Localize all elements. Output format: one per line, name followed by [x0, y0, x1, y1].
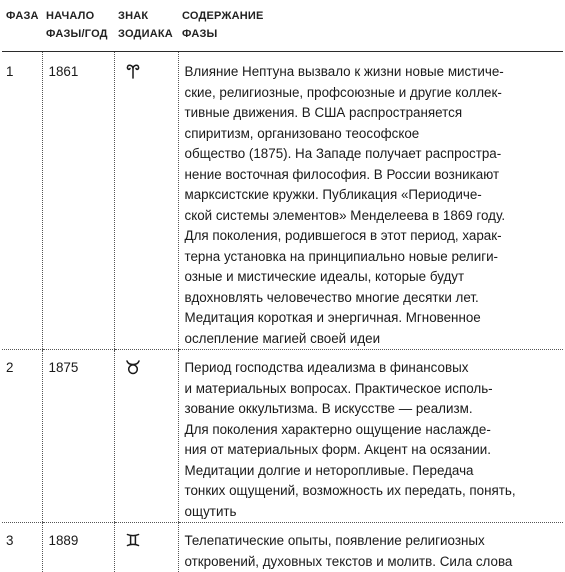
- content-line: тивные движения. В США распространяется: [185, 103, 560, 124]
- phase-year: 1875: [42, 350, 114, 523]
- content-line: Телепатические опыты, появление религиозных: [185, 531, 560, 552]
- content-line: откровений, духовных текстов и молитв. Сила слова: [185, 552, 560, 572]
- header-content: СОДЕРЖАНИЕ ФАЗЫ: [178, 0, 563, 52]
- taurus-icon: [125, 359, 141, 375]
- phase-year: 1861: [42, 52, 114, 350]
- table-row: [2, 523, 563, 572]
- table-row: [2, 52, 563, 350]
- aries-icon: [125, 63, 141, 79]
- phase-content: [178, 52, 563, 350]
- content-line: марксистские кружки. Публикация «Периодиче-: [185, 185, 560, 206]
- content-line: спиритизм, организовано теософское: [185, 124, 560, 145]
- content-line: Для поколения характерно ощущение наслажде-: [185, 420, 560, 441]
- content-line: озные и мистические идеалы, которые будут: [185, 267, 560, 288]
- content-line: и материальных вопросах. Практическое исполь-: [185, 379, 560, 400]
- content-line: Медитации долгие и неторопливые. Передача: [185, 461, 560, 482]
- header-zodiac-sign: ЗНАК ЗОДИАКА: [114, 0, 178, 52]
- phase-number: 1: [2, 52, 42, 350]
- content-line: Медитация короткая и энергичная. Мгновенное: [185, 308, 560, 329]
- phase-number: 3: [2, 523, 42, 572]
- content-line: ния от материальных форм. Акцент на осязании.: [185, 440, 560, 461]
- header-phase: ФАЗА: [2, 0, 42, 52]
- gemini-icon: [125, 532, 141, 548]
- content-line: вдохновлять человечество многие десятки лет.: [185, 288, 560, 309]
- phase-content: [178, 350, 563, 523]
- content-line: зование оккультизма. В искусстве — реализм.: [185, 399, 560, 420]
- content-line: нение восточная философия. В России возникают: [185, 165, 560, 186]
- content-line: Для поколения, родившегося в этот период, харак-: [185, 226, 560, 247]
- content-line: тонких ощущений, возможность их передать, понять,: [185, 481, 560, 502]
- phase-number: 2: [2, 350, 42, 523]
- content-line: общество (1875). На Западе получает распростра-: [185, 144, 560, 165]
- content-line: ской системы элементов» Менделеева в 1869 году.: [185, 206, 560, 227]
- content-line: ские, религиозные, профсоюзные и другие коллек-: [185, 83, 560, 104]
- header-row: [2, 0, 563, 52]
- content-line: Влияние Нептуна вызвало к жизни новые мистиче-: [185, 62, 560, 83]
- phase-year: 1889: [42, 523, 114, 572]
- phases-table: [2, 0, 563, 572]
- table-header: [2, 0, 563, 52]
- table-row: [2, 350, 563, 523]
- phase-content: [178, 523, 563, 572]
- table-body: [2, 52, 563, 572]
- header-start-year: НАЧАЛО ФАЗЫ/ГОД: [42, 0, 114, 52]
- content-line: терна установка на принципиально новые религи-: [185, 247, 560, 268]
- content-line: ощутить: [185, 502, 560, 523]
- content-line: Период господства идеализма в финансовых: [185, 358, 560, 379]
- content-line: ослепление магией своей идеи: [185, 329, 560, 350]
